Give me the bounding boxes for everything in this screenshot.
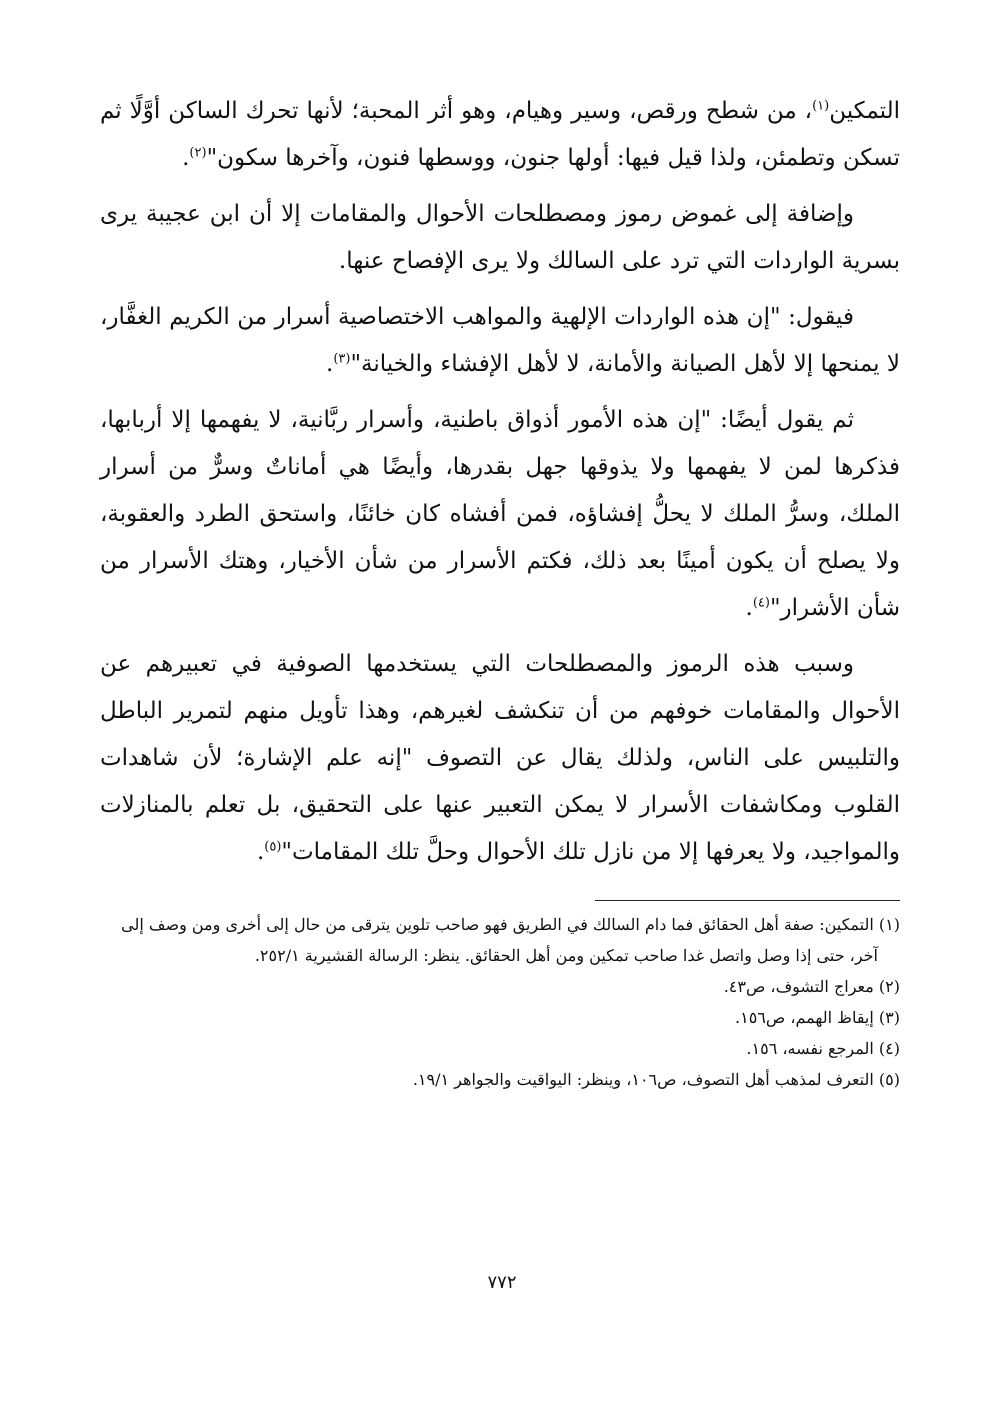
footnote-2: (٢) معراج التشوف، ص٤٣. (723, 977, 900, 996)
footnote-separator (595, 900, 900, 901)
footnote-text: (١) التمكين: صفة أهل الحقائق فما دام السالك في الطريق فهو صاحب تلوين يترقى من حال إلى أخرى ومن وصف إلى (121, 915, 900, 934)
paragraph-5 (100, 641, 900, 876)
paragraph-1 (100, 88, 900, 182)
page-body (100, 88, 900, 1095)
text-run: . (326, 351, 334, 377)
text-run: ثم يقول أيضًا: "إن هذه الأمور أذواق باطنية، وأسرار ربَّانية، لا يفهمها إلا أربابها، فذكرها لمن لا يفهمها ولا يذوقها جهل بقدرها، وأيضًا هي أماناتٌ وسرٌّ من أسرار الملك، وسرُّ الملك لا يحلُّ إفشاؤه، فمن أفشاه كان خائنًا، واستحق الطرد والعقوبة، ولا يصلح أن يكون أمينًا بعد ذلك، فكتم الأسرار من شأن الأخيار، وهتك الأسرار من شأن الأشرار" (100, 407, 900, 621)
footnote-4: (٤) المرجع نفسه، ١٥٦. (746, 1039, 900, 1058)
text-run: التمكين (829, 98, 900, 124)
footnote-ref-4[interactable]: (٤) (752, 595, 770, 611)
text-run: ، من شطح ورقص، وسير وهيام، وهو أثر المحبة؛ لأنها تحرك الساكن أوَّلًا ثم تسكن وتطمئن، ولذا قيل فيها: أولها جنون، ووسطها فنون، وآخرها سكون" (100, 98, 900, 171)
footnotes (100, 909, 900, 1095)
paragraph-4 (100, 397, 900, 632)
text-run: . (182, 145, 190, 171)
text-run: . (256, 839, 265, 865)
footnote-1 (100, 909, 900, 971)
text-run: وسبب هذه الرموز والمصطلحات التي يستخدمها الصوفية في تعبيرهم عن الأحوال والمقامات خوفهم من أن تنكشف لغيرهم، وهذا تأويل منهم لتمرير الباطل والتلبيس على الناس، ولذلك يقال عن التصوف "إنه علم الإشارة؛ لأن شاهدات القلوب ومكاشفات الأسرار لا يمكن التعبير عنها على التحقيق، بل تعلم بالمنازلات والمواجيد، ولا يعرفها إلا من نازل تلك الأحوال وحلَّ تلك المقامات" (100, 651, 900, 865)
footnote-ref-2[interactable]: (٢) (189, 145, 207, 161)
page-number: ٧٧٢ (487, 1272, 517, 1293)
text-run: فيقول: "إن هذه الواردات الإلهية والمواهب الاختصاصية أسرار من الكريم الغفَّار، لا يمنحها إلا لأهل الصيانة والأمانة، لا لأهل الإفشاء والخيانة" (100, 304, 900, 377)
text-run: . (745, 595, 753, 621)
paragraph-3 (100, 294, 900, 388)
footnote-ref-1[interactable]: (١) (812, 98, 830, 114)
paragraph-2: وإضافة إلى غموض رموز ومصطلحات الأحوال والمقامات إلا أن ابن عجيبة يرى بسرية الواردات التي ترد على السالك ولا يرى الإفصاح عنها. (100, 201, 900, 274)
footnote-continuation: آخر، حتى إذا وصل واتصل غدا صاحب تمكين ومن أهل الحقائق. ينظر: الرسالة القشيرية ٢٥٢/١. (254, 946, 878, 965)
footnote-ref-3[interactable]: (٣) (333, 351, 351, 367)
footnote-3: (٣) إيقاظ الهمم، ص١٥٦. (735, 1008, 900, 1027)
footnote-5: (٥) التعرف لمذهب أهل التصوف، ص١٠٦، وينظر: اليواقيت والجواهر ١٩/١. (412, 1070, 900, 1089)
footnote-ref-5[interactable]: (٥) (264, 839, 282, 855)
